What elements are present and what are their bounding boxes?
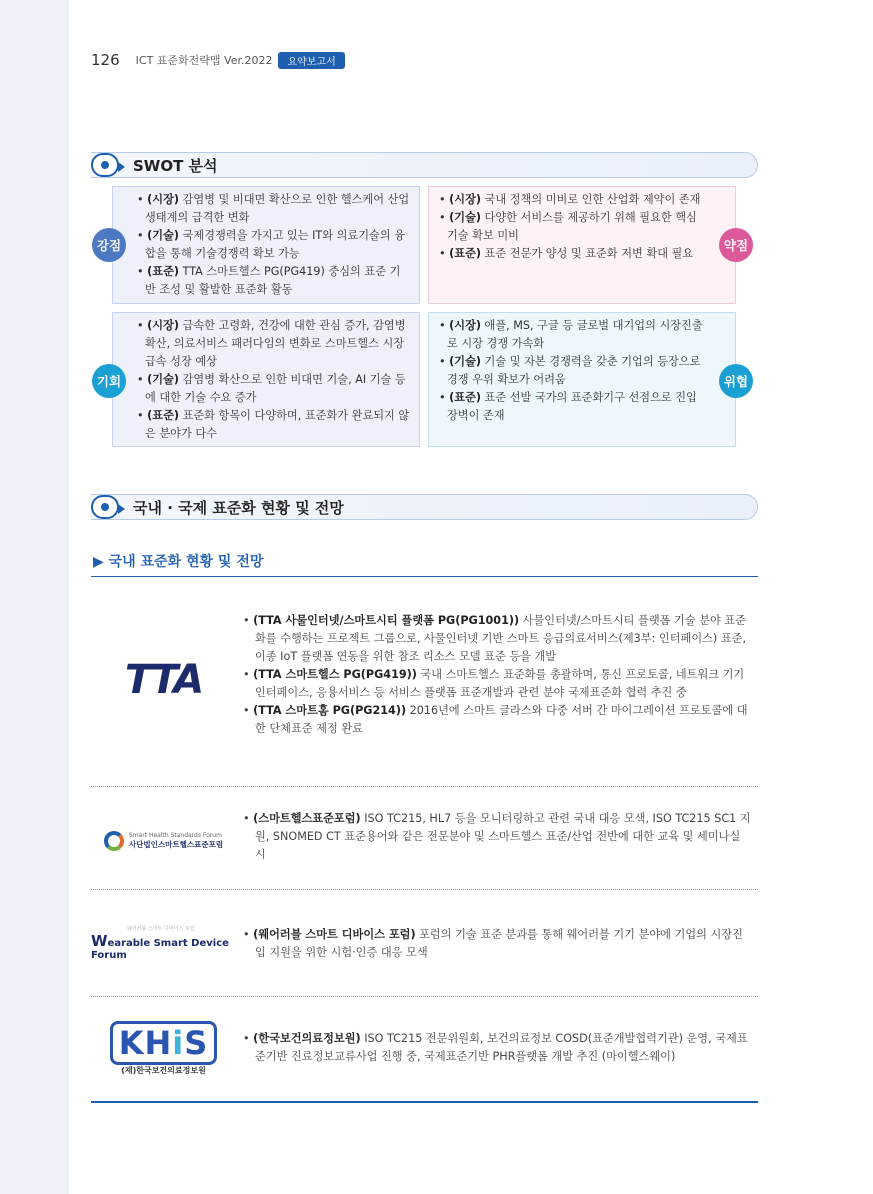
threat-label-badge: 위협 [719,364,753,398]
list-item: • (TTA 스마트홈 PG(PG214)) 2016년에 스마트 글라스와 다중 서버 간 마이그레이션 프로토콜에 대한 단체표준 제정 완료 [243,704,748,735]
list-item: • (시장) 애플, MS, 구글 등 글로벌 대기업의 시장진출로 시장 경쟁 가속화 [439,319,703,350]
list-item: • (기술) 국제경쟁력을 가지고 있는 IT와 의료기술의 융합을 통해 기술경쟁력 확보 가능 [137,229,405,260]
section-title-swot: SWOT 분석 [133,156,218,175]
swot-strength-box [112,186,420,304]
tta-logo: TTA [124,657,203,703]
row-divider [91,786,758,787]
list-item: • (시장) 감염병 및 비대면 확산으로 인한 헬스케어 산업 생태계의 급격한 변화 [137,193,410,224]
page-number: 126 [91,51,120,69]
opportunity-label-badge: 기회 [92,364,126,398]
list-item: • (시장) 국내 정책의 미비로 인한 산업화 제약이 존재 [439,193,701,206]
list-item: • (스마트헬스표준포럼) ISO TC215, HL7 등을 모니터링하고 관련 국내 대응 모색, ISO TC215 SC1 지원, SNOMED CT 표준용어와 같은 전문분야 및 스마트헬스 표준/산업 전반에 대한 교육 및 세미나실시 [243,812,751,861]
document-title: ICT 표준화전략맵 Ver.2022 [135,54,273,67]
section-bullet-icon [91,153,119,177]
list-item: • (웨어러블 스마트 디바이스 포럼) 포럼의 기술 표준 분과를 통해 웨어러블 기기 분야에 기업의 시장진입 지원을 위한 시험·인증 대응 모색 [243,928,743,959]
section-header-status [91,494,758,520]
list-item: • (기술) 기술 및 자본 경쟁력을 갖춘 기업의 등장으로 경쟁 우위 확보가 어려움 [439,355,701,386]
list-item: • (한국보건의료정보원) ISO TC215 전문위원회, 보건의료정보 COSD(표준개발협력기관) 운영, 국제표준기반 진료정보교류사업 진행 중, 국제표준기반 PHR플랫폼 개발 추진 (마이헬스웨이) [243,1032,748,1063]
swot-opportunity-box [112,312,420,447]
list-item: • (표준) TTA 스마트헬스 PG(PG419) 중심의 표준 기반 조성 및 활발한 표준화 활동 [137,265,401,296]
strength-label-badge: 강점 [92,228,126,262]
section-title-status: 국내 · 국제 표준화 현황 및 전망 [133,498,344,517]
list-item: • (TTA 사물인터넷/스마트시티 플랫폼 PG(PG1001)) 사물인터넷/스마트시티 플랫폼 기술 분야 표준화를 수행하는 프로젝트 그룹으로, 사물인터넷 기반 스마트 응급의료서비스(제3부: 인터페이스) 표준, 이종 IoT 플랫폼 연동을 위한 참조 리소스 모델 표준 등을 개발 [243,614,747,663]
swot-threat-box [428,312,736,447]
list-item: • (시장) 급속한 고령화, 건강에 대한 관심 증가, 감염병 확산, 의료서비스 패러다임의 변화로 스마트헬스 시장 급속 성장 예상 [137,319,406,368]
org-description [241,810,751,864]
page-bottom-rule [91,1101,758,1103]
wsdf-logo: 웨어러블 스마트 디바이스 포럼 Wearable Smart Device Forum [91,926,229,961]
list-item: • (표준) 표준 전문가 양성 및 표준화 저변 확대 필요 [439,247,694,260]
org-description [241,1030,751,1066]
row-divider [91,889,758,890]
list-item: • (표준) 표준 선발 국가의 표준화기구 선점으로 진입 장벽이 존재 [439,391,697,422]
page-header [91,51,345,69]
swot-weakness-box [428,186,736,304]
org-description [241,926,751,962]
list-item: • (표준) 표준화 항목이 다양하며, 표준화가 완료되지 않은 분야가 다수 [137,409,410,440]
row-divider [91,996,758,997]
list-item: • (TTA 스마트헬스 PG(PG419)) 국내 스마트헬스 표준화를 총괄하며, 통신 프로토콜, 네트워크 기기 인터페이스, 응용서비스 등 서비스 플랫폼 표준개발과 관련 분야 국제표준화 협력 추진 중 [243,668,745,699]
list-item: • (기술) 감염병 확산으로 인한 비대면 기술, AI 기술 등에 대한 기술 수요 증가 [137,373,406,404]
subsection-divider [91,576,758,577]
side-margin-strip [0,0,69,1194]
subsection-heading: ▶ 국내 표준화 현황 및 전망 [93,554,264,570]
section-bullet-icon [91,495,119,519]
list-item: • (기술) 다양한 서비스를 제공하기 위해 필요한 핵심 기술 확보 미비 [439,211,697,242]
section-header-swot [91,152,758,178]
weakness-label-badge: 약점 [719,228,753,262]
shsf-logo: Smart Health Standards Forum 사단법인스마트헬스표준포럼 [91,826,236,856]
khis-logo: KHiS (재)한국보건의료정보원 [91,1020,236,1080]
org-description [241,612,751,738]
report-badge: 요약보고서 [278,52,344,69]
shsf-mark-icon [104,831,124,851]
